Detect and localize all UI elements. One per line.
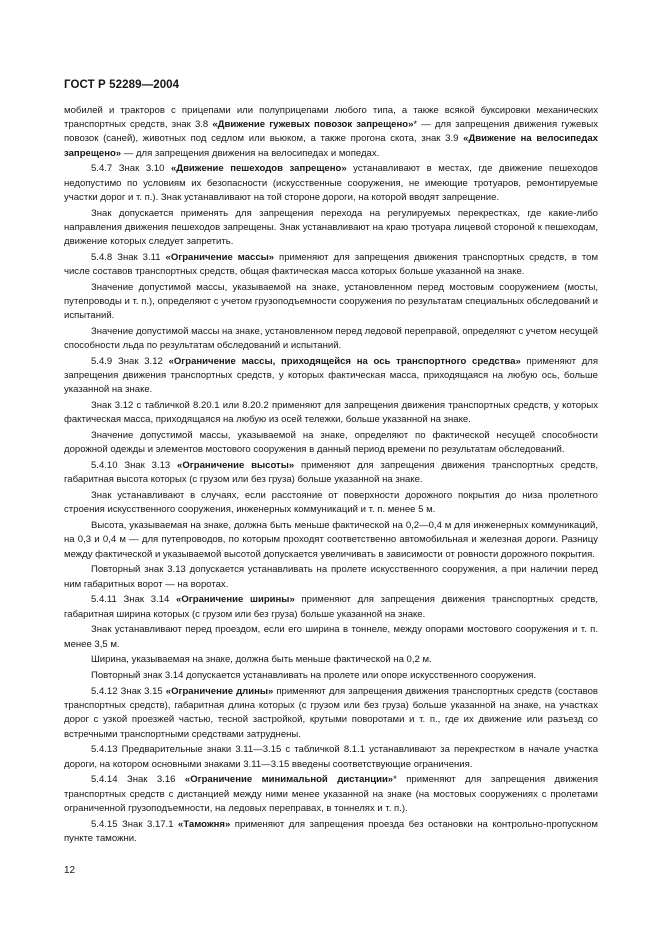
- text-run: применяют для запрещения движения транспортных средств, габаритная ширина которых (с грузом или без груза) больше указанной на знаке.: [64, 594, 598, 620]
- text-run: 5.4.15 Знак 3.17.1: [91, 818, 179, 830]
- sign-name: «Ограничение длины»: [165, 686, 274, 698]
- paragraph: [64, 685, 598, 742]
- text-run: 5.4.7 Знак 3.10: [91, 163, 171, 175]
- text-run: применяют для запрещения движения транспортных средств, в том числе составов транспортных средств, общая фактическая масса которых больше указанной на знаке.: [64, 251, 599, 278]
- text-run: Повторный знак 3.14 допускается устанавливать на пролете или опоре искусственного сооружения.: [91, 670, 537, 682]
- sign-name: «Движение пешеходов запрещено»: [170, 163, 347, 175]
- sign-name: «Движение гужевых повозок запрещено»: [212, 119, 414, 131]
- text-run: — для запрещения движения на велосипедах и мопедах.: [121, 147, 380, 159]
- document-header: ГОСТ Р 52289—2004: [64, 79, 180, 91]
- text-run: применяют для запрещения проезда без остановки на контрольно-пропускном пункте таможни.: [64, 818, 598, 844]
- text-run: 5.4.9 Знак 3.12: [91, 356, 169, 368]
- paragraph: [64, 653, 598, 667]
- text-run: мобилей и тракторов с прицепами или полуприцепами любого типа, а также всякой буксировки механических транспортных средств, знак 3.8: [64, 105, 598, 131]
- paragraph: [64, 669, 598, 683]
- text-run: 5.4.14 Знак 3.16: [91, 774, 185, 786]
- sign-name: «Ограничение массы, приходящейся на ось транспортного средства»: [168, 356, 521, 368]
- text-run: 5.4.12 Знак 3.15: [91, 686, 166, 698]
- paragraph: [64, 281, 598, 324]
- text-run: 5.4.13 Предварительные знаки 3.11—3.15 с табличкой 8.1.1 устанавливают за перекрестком в начале участка дороги, на котором основными знаками 3.11—3.15 введены соответствующие ограничения.: [64, 744, 598, 770]
- text-run: 5.4.11 Знак 3.14: [91, 594, 177, 606]
- text-run: устанавливают в местах, где движение пешеходов недопустимо по условиям их безопасности (искусственные сооружения, не имеющие тротуаров, ремонтируемые участки дорог и т. п.). Знак устанавливают на той стороне дороги, на которой вводят запрещение.: [64, 163, 598, 203]
- text-run: 5.4.8 Знак 3.11: [91, 251, 166, 263]
- paragraph: [64, 325, 598, 353]
- paragraph: [64, 489, 598, 517]
- paragraph: [64, 207, 598, 250]
- text-run: 5.4.10 Знак 3.13: [91, 460, 178, 472]
- paragraph: [64, 459, 598, 487]
- sign-name: «Ограничение массы»: [165, 251, 275, 263]
- sign-name: «Таможня»: [178, 818, 231, 830]
- text-run: применяют для запрещения движения транспортных средств, габаритная высота которых (с грузом или без груза) больше указанной на знаке.: [64, 460, 599, 486]
- text-run: применяют для запрещения движения транспортных средств (составов транспортных средств), габаритная длина которых (с грузом или без груза) больше указанной на знаке, на участках дорог с узкой проезжей частью, тесной застройкой, крутыми поворотами и т. п., где их движение или разъезд со встречными транспортными средствами затруднены.: [64, 686, 598, 740]
- text-run: Значение допустимой массы, указываемой на знаке, определяют по фактической несущей способности дорожной одежды и элементов мостового сооружения в данный период времени по результатам обследований.: [64, 430, 598, 456]
- text-run: Значение допустимой массы, указываемой на знаке, установленном перед мостовым сооружением (мосты, путепроводы и т. п.), определяют с учетом грузоподъемности сооружения по результатам специальных обследований и испытаний.: [64, 281, 598, 322]
- text-run: Значение допустимой массы на знаке, установленном перед ледовой переправой, определяют с учетом несущей способности льда по результатам обследований и испытаний.: [64, 326, 598, 352]
- text-run: Знак устанавливают перед проездом, если его ширина в тоннеле, между опорами мостового сооружения и т. п. менее 3,5 м.: [64, 624, 598, 650]
- sign-name: «Движение на велосипедах запрещено»: [64, 133, 598, 159]
- paragraph: [64, 251, 598, 279]
- paragraph: [64, 429, 598, 457]
- paragraph: [64, 773, 598, 816]
- paragraph: [64, 162, 598, 205]
- text-run: Ширина, указываемая на знаке, должна быть меньше фактической на 0,2 м.: [91, 654, 432, 666]
- text-run: Знак допускается применять для запрещения перехода на регулируемых перекрестках, где какие-либо направления движения пешеходов запрещены. Знак устанавливают на краю тротуара лицевой стороной к пешеходам, движение которых следует запретить.: [64, 207, 598, 248]
- text-run: применяют для запрещения движения транспортных средств, у которых фактическая масса, приходящаяся на любую ось, больше указанной на знаке.: [64, 356, 599, 396]
- paragraph: [64, 399, 598, 427]
- paragraph: [64, 355, 598, 398]
- body-text: [64, 104, 598, 848]
- text-run: * — для запрещения движения гужевых повозок (саней), животных под седлом или вьюком, а также прогона скота, знак 3.9: [64, 119, 599, 145]
- text-run: Знак устанавливают в случаях, если расстояние от поверхности дорожного покрытия до низа пролетного строения искусственного сооружения, инженерных коммуникаций и т. п. менее 5 м.: [64, 490, 598, 516]
- paragraph: [64, 743, 598, 771]
- paragraph: [64, 519, 598, 562]
- text-run: Знак 3.12 с табличкой 8.20.1 или 8.20.2 применяют для запрещения движения транспортных средств, у которых фактическая масса, приходящаяся на любую из осей тележки, больше указанной на знаке.: [64, 400, 598, 426]
- text-run: Высота, указываемая на знаке, должна быть меньше фактической на 0,2—0,4 м для инженерных коммуникаций, на 0,3 и 0,4 м — для путепроводов, по которым проходят соответственно автомобильная и железная дороги. Разницу между фактической и указываемой высотой допускается увеличивать в зависимости от ровности дорожного покрытия.: [64, 520, 598, 560]
- page-number: 12: [64, 865, 76, 876]
- text-run: Повторный знак 3.13 допускается устанавливать на пролете искусственного сооружения, а при наличии перед ним габаритных ворот — на воротах.: [64, 564, 598, 590]
- paragraph: [64, 593, 598, 621]
- paragraph: [64, 623, 598, 651]
- sign-name: «Ограничение высоты»: [177, 460, 295, 472]
- sign-name: «Ограничение минимальной дистанции»: [184, 774, 394, 786]
- sign-name: «Ограничение ширины»: [176, 594, 295, 606]
- paragraph: [64, 104, 598, 161]
- paragraph: [64, 563, 598, 591]
- paragraph: [64, 818, 598, 846]
- text-run: * применяют для запрещения движения транспортных средств с дистанцией между ними менее указанной на знаке (на мостовых сооружениях с пролетами ограниченной грузоподъемности, на ледовых переправах, в тоннелях и т. п.).: [64, 774, 598, 814]
